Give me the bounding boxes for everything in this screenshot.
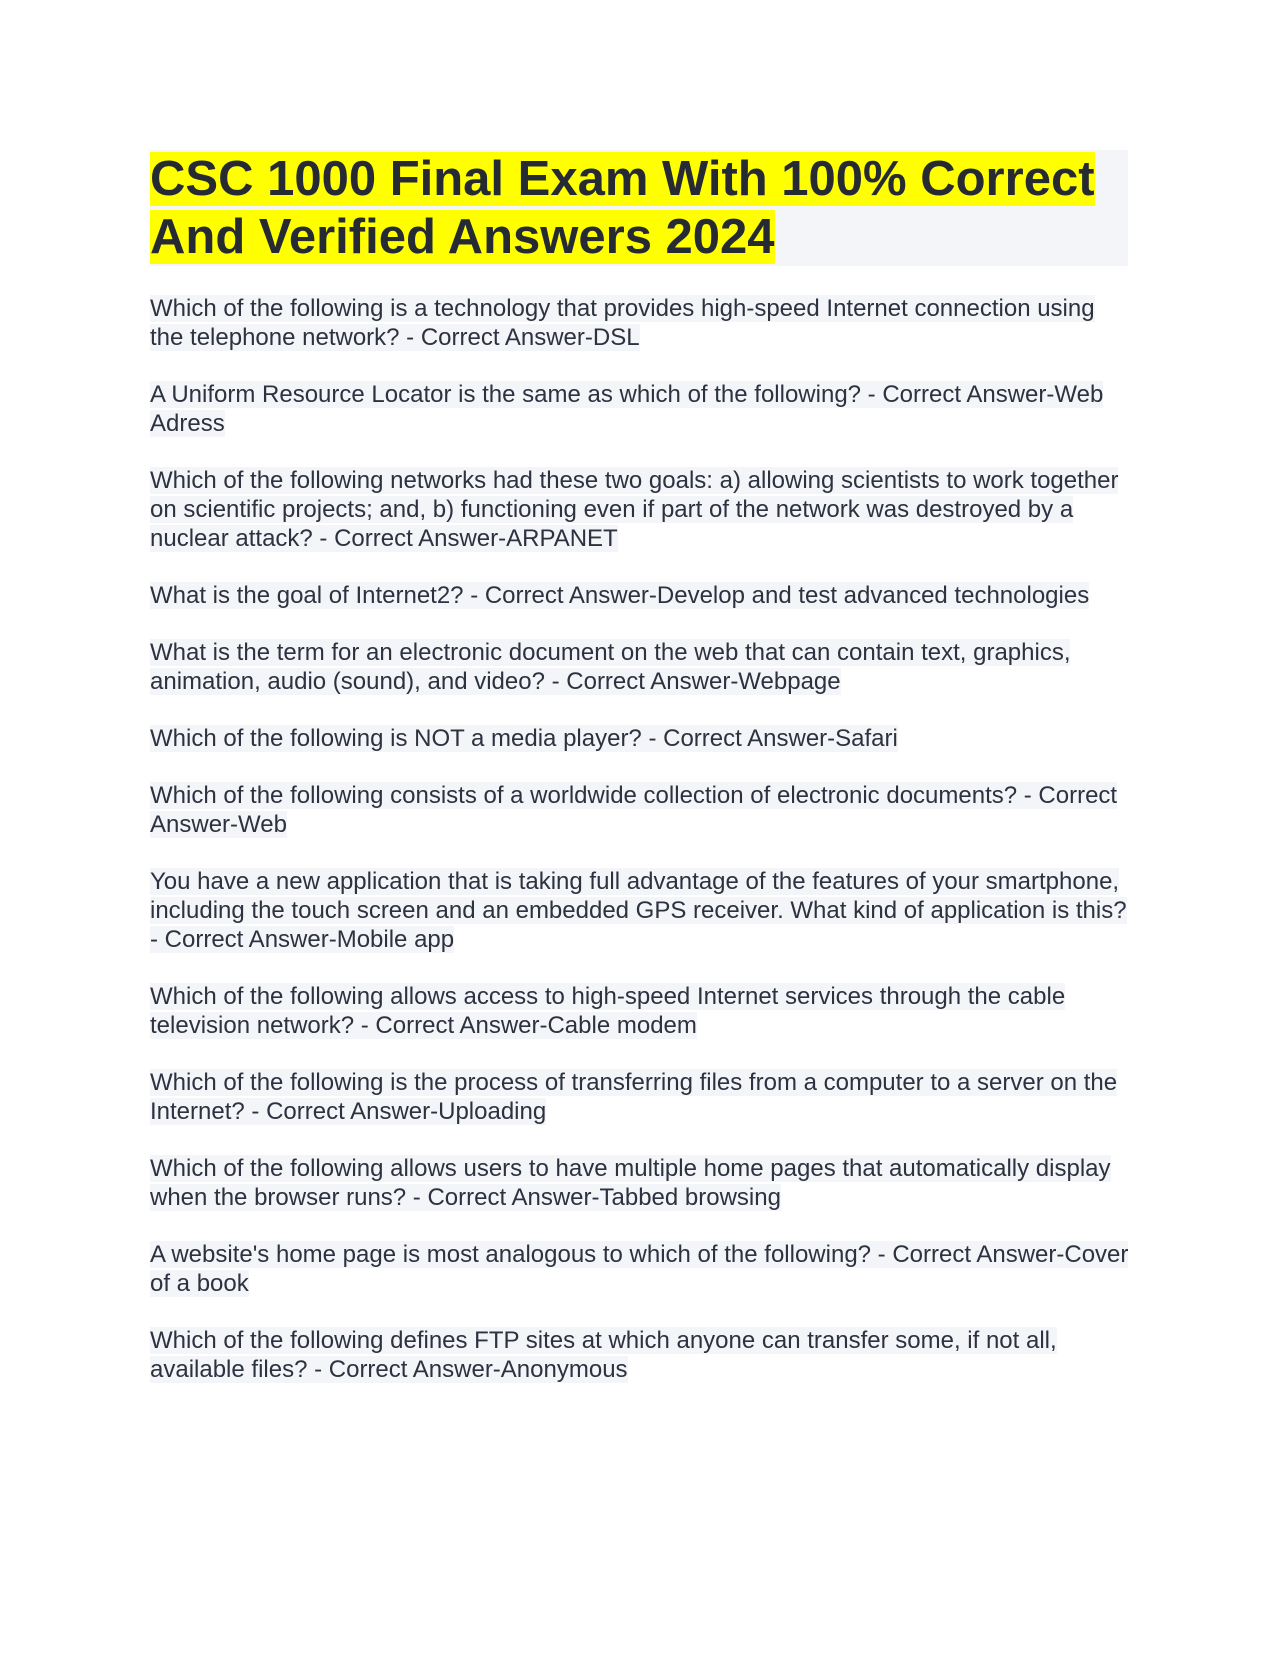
qa-text: Which of the following allows access to high-speed Internet services through the cable television network? - Correct Answer-Cable modem: [150, 983, 1066, 1039]
qa-text: Which of the following networks had these two goals: a) allowing scientists to work together on scientific projects; and, b) functioning even if part of the network was destroyed by a nuclear attack? - Correct Answer-ARPANET: [150, 467, 1119, 552]
qa-item-2: [150, 380, 1130, 438]
qa-text: Which of the following is the process of transferring files from a computer to a server on the Internet? - Correct Answer-Uploading: [150, 1069, 1118, 1125]
qa-item-10: [150, 1068, 1130, 1126]
qa-text: Which of the following is NOT a media player? - Correct Answer-Safari: [150, 725, 898, 752]
qa-item-7: [150, 781, 1130, 839]
qa-item-5: [150, 638, 1130, 696]
qa-item-3: [150, 466, 1130, 553]
page-title-text: CSC 1000 Final Exam With 100% Correct And Verified Answers 2024: [150, 152, 1095, 264]
document-body: [150, 150, 1130, 1412]
qa-text: What is the term for an electronic document on the web that can contain text, graphics, animation, audio (sound), and video? - Correct Answer-Webpage: [150, 639, 1071, 695]
qa-text: Which of the following allows users to have multiple home pages that automatically display when the browser runs? - Correct Answer-Tabbed browsing: [150, 1155, 1111, 1211]
qa-item-12: [150, 1240, 1130, 1298]
page-title: [150, 150, 1128, 266]
qa-item-9: [150, 982, 1130, 1040]
qa-text: Which of the following consists of a worldwide collection of electronic documents? - Correct Answer-Web: [150, 782, 1118, 838]
qa-text: A Uniform Resource Locator is the same as which of the following? - Correct Answer-Web Adress: [150, 381, 1104, 437]
qa-item-4: [150, 581, 1130, 610]
qa-item-11: [150, 1154, 1130, 1212]
qa-text: Which of the following defines FTP sites at which anyone can transfer some, if not all, available files? - Correct Answer-Anonymous: [150, 1327, 1057, 1383]
qa-text: Which of the following is a technology that provides high-speed Internet connection using the telephone network? - Correct Answer-DSL: [150, 295, 1095, 351]
qa-item-8: [150, 867, 1130, 954]
qa-item-1: [150, 294, 1130, 352]
qa-text: You have a new application that is taking full advantage of the features of your smartphone, including the touch screen and an embedded GPS receiver. What kind of application is this? - Correct Answer-Mobile app: [150, 868, 1127, 953]
qa-text: A website's home page is most analogous to which of the following? - Correct Answer-Cover of a book: [150, 1241, 1129, 1297]
qa-text: What is the goal of Internet2? - Correct Answer-Develop and test advanced technologies: [150, 582, 1090, 609]
title-block: [150, 150, 1128, 266]
qa-item-13: [150, 1326, 1130, 1384]
qa-item-6: [150, 724, 1130, 753]
